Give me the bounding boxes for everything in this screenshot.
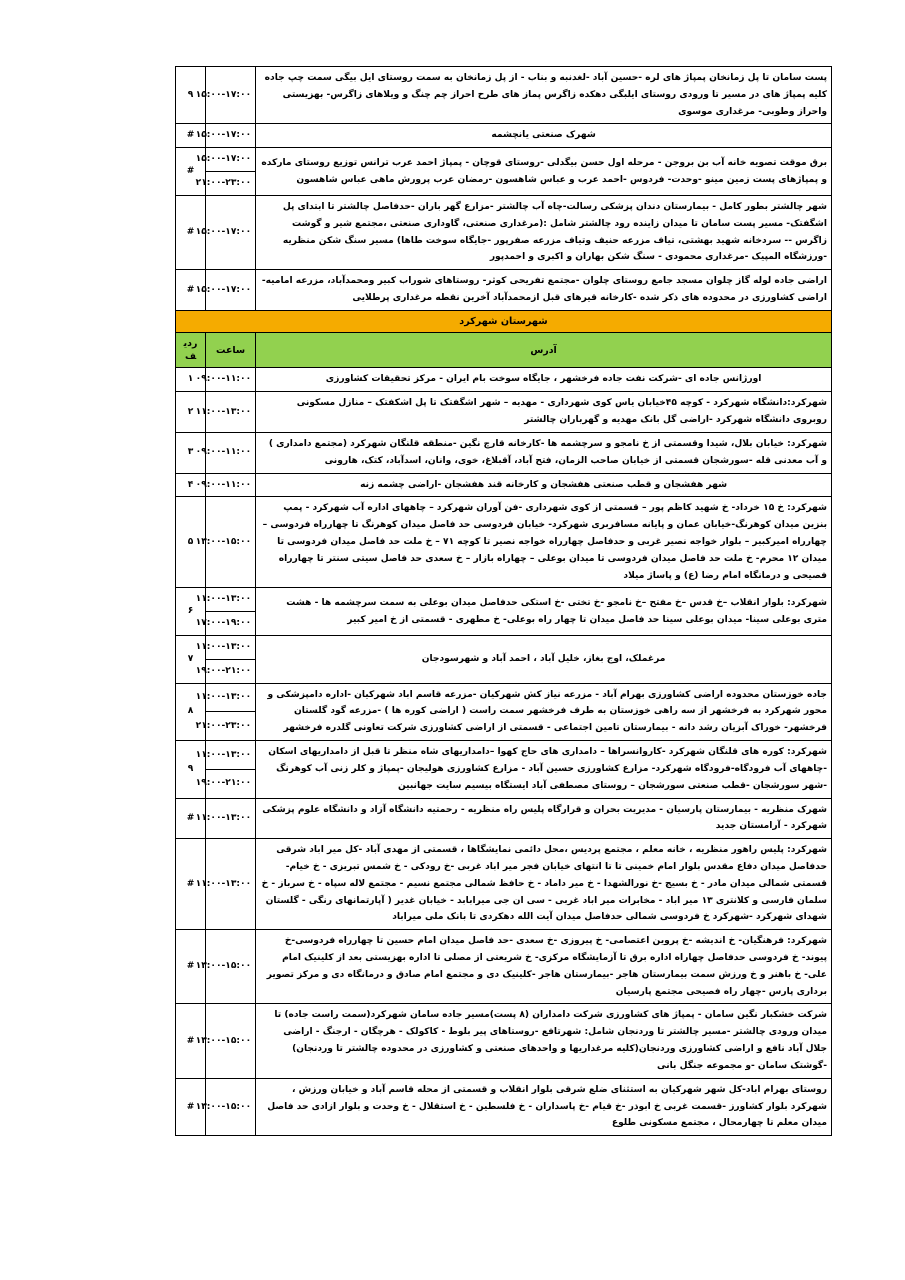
time-cell: ۱۱:۰۰-۱۳:۰۰ [206,741,256,770]
row-number-cell: # [176,270,206,311]
time-cell: ۱۳:۰۰-۱۵:۰۰ [206,1004,256,1078]
time-cell: ۱۳:۰۰-۱۵:۰۰ [206,1078,256,1135]
table-row [176,741,832,770]
address-cell: شهرکرد: فرهنگیان- خ اندیشه -خ پروین اعتصامی- خ پیروزی -خ سعدی -حد فاصل میدان امام حسین تا چهارراه فردوسی-خ پیوند- خ فردوسی حدفاصل چهاراه اداره برق تا آزمایشگاه مرکزی- خ شریعتی از مصلی تا اداره بهزیستی بعد از کلینیک امام علی- خ باهنر و خ ورزش سمت بیمارستان هاجر -بیمارستان هاجر -کلینیک دی و مجتمع امام صادق و درمانگاه دی و مرکز تصویر برداری پارس -چهار راه فصیحی مجتمع پارسیان [256,930,832,1004]
outage-schedule-table [175,66,832,1136]
address-cell: شهر هفشجان و قطب صنعتی هفشجان و کارخانه قند هفشجان -اراضی چشمه زنه [256,473,832,497]
row-number-cell: # [176,839,206,930]
address-cell: شهرکرد: بلوار انقلاب –خ قدس –خ مفتح –خ نامجو -خ تختی -خ استکی حدفاصل میدان بوعلی به سمت سرچشمه ها - هشت متری بوعلی سینا- میدان بوعلی سینا حد فاصل میدان تا چهار راه بوعلی- خ مطهری - قسمتی از خ امیر کبیر [256,588,832,636]
table-row [176,67,832,124]
address-cell: شهرکرد: خیابان بلال، شیدا وقسمتی از خ نامجو و سرچشمه ها -کارخانه قارچ نگین -منطقه قلنگان شهرکرد (مجتمع دامداری ) و آب معدنی قله -سورشجان قسمتی از خیابان صاحب الزمان، فتح آباد، آقبلاغ، خوی، وانان، اسدآباد، کتک، هارونی [256,432,832,473]
table-row [176,148,832,172]
table-body [176,67,832,1136]
time-slot: ۱۵:۰۰-۱۷:۰۰ [195,130,252,141]
time-cell [195,124,256,148]
row-number-cell: ۴ [176,473,206,497]
address-cell: شهرکرد:دانشگاه شهرکرد - کوچه ۴۵خیابان یاس کوی شهرداری - مهدیه – شهر اشگفتک تا پل اشکفتک – منازل مسکونی روبروی دانشگاه شهرکرد -اراضی گل بانک مهدیه و گهرباران چالشتر [256,392,832,433]
time-cell: ۰۹:۰۰-۱۱:۰۰ [206,368,256,392]
table-row [176,473,832,497]
address-cell: برق موقت تصویه خانه آب بن بروجن - مرحله اول حسن بیگدلی -روستای قوچان - پمپاژ احمد عرب ترانس توزیع روستای مارکده و پمپاژهای پست زمین مینو -وحدت- فردوس -احمد عرب و عباس شاهسون -رمضان عرب پرورش ماهی عباس شاهسون [256,148,832,196]
table-row [176,588,832,612]
table-row [176,798,832,839]
row-number-cell: # [176,124,206,148]
time-cell: ۱۹:۰۰-۲۱:۰۰ [206,769,256,798]
time-slot: ۱۵:۰۰-۱۷:۰۰ [195,89,252,100]
time-cell: ۲۱:۰۰-۲۳:۰۰ [206,712,256,741]
address-cell: شرکت خشکبار نگین سامان - پمپاژ های کشاورزی شرکت دامداران (۸ پست)مسیر جاده سامان شهرکرد(سمت راست جاده) تا میدان ورودی چالشتر -مسیر چالشتر تا وردنجان شامل: شهرتافع -روستاهای پیر بلوط - کاکولک - هرچگان - ارجنگ - اراضی جلال آباد نافع و اراضی کشاورزی وردنجان(کلیه مرغداریها و واحدهای صنعتی و کشاورزی در محدوده چالشتر تا وردنجان) -گوشتک سامان -و مجموعه جنگل بانی [256,1004,832,1078]
time-cell: ۱۵:۰۰-۱۷:۰۰ [206,148,256,172]
time-cell: ۱۷:۰۰-۱۹:۰۰ [206,612,256,636]
address-cell: شهرکرد: خ ۱۵ خرداد- خ شهید کاظم پور – قسمتی از کوی شهرداری -فن آوران شهرکرد – چاههای اداره آب شهرکرد - پمپ بنزین میدان کوهرنگ-خیابان عمان و پایانه مسافربری شهرکرد- خیابان فردوسی حد فاصل میدان کوهرنگ تا چهارراه فردوسی – چهارراه امیرکبیر – بلوار خواجه نصیر غربی و حدفاصل چهارراه خواجه نصیر تا کوچه ۷۱ – خ ملت حد فاصل میدان فردوسی تا میدان ۱۲ محرم- خ ملت حد فاصل میدان فردوسی تا میدان بوعلی – چهاراه بازار – خ سعدی حد فاصل سیتی سنتر تا چهارراه فصیحی و درمانگاه امام رضا (ع) و پاساژ میلاد [256,497,832,588]
address-cell: شهرکرد: پلیس راهور منظریه ، خانه معلم ، مجتمع پردیس ،محل دائمی نمایشگاها ، قسمتی از مهدی آباد -کل میر اباد شرقی حدفاصل میدان دفاع مقدس بلوار امام خمینی تا تا انتهای خیابان فجر میر اباد غربی -خ رودکی - خ شمس تبریزی - خ خیام- قسمتی شمالی میدان مادر - خ بسیج -خ نورالشهدا - خ میر داماد - خ حافظ شمالی مجتمع نسیم - مجتمع لاله سپاه - خ سرباز - خ سلمان فارسی و کلانتری ۱۳ میر اباد - مخابرات میر اباد غربی - سی ان جی میرابابد - خیابان غدیر ( آپارتمانهای رنگی - گلستان شهدای شهرکرد -شهرکرد خ فردوسی شمالی حدفاصل میدان آیت الله دهکردی تا بانک ملی میراباد [256,839,832,930]
row-number-cell: # [176,798,206,839]
address-cell: مرغملک، اوج بغاز، خلیل آباد ، احمد آباد و شهرسودجان [256,636,832,684]
address-cell: جاده خوزستان محدوده اراضی کشاورزی بهرام آباد - مزرعه نیاز کش شهرکیان -مزرعه قاسم اباد شهرکیان -اداره دامپزشکی و محور شهرکرد به فرخشهر از سه راهی خوزستان به طرف فرخشهر سمت راست ( اراضی کوره ها ) -مزرعه گود گلستان فرخشهر- خوراک آبزیان رشد دانه - بیمارستان تامین اجتماعی - قسمتی از اراضی کشاورزی شرکت تعاونی گلدره فرخشهر [256,683,832,740]
time-cell: ۰۹:۰۰-۱۱:۰۰ [206,473,256,497]
table-row [176,124,832,148]
time-cell: ۱۱:۰۰-۱۳:۰۰ [206,588,256,612]
time-cell: ۲۱:۰۰-۲۳:۰۰ [206,172,256,196]
row-number-cell: ۱ [176,368,206,392]
table-row [176,930,832,1004]
row-number-cell: # [176,930,206,1004]
row-number-cell: ۹ [176,67,206,124]
row-number-cell: ۸ [176,683,206,740]
time-cell: ۱۳:۰۰-۱۵:۰۰ [206,930,256,1004]
time-cell: ۰۹:۰۰-۱۱:۰۰ [206,432,256,473]
row-number-cell: # [176,1078,206,1135]
time-cell: ۱۵:۰۰-۱۷:۰۰ [206,195,256,269]
time-cell: ۱۹:۰۰-۲۱:۰۰ [206,659,256,683]
time-cell: ۱۱:۰۰-۱۳:۰۰ [206,683,256,712]
row-number-cell: # [176,195,206,269]
table-row [176,683,832,712]
row-number-cell: ۶ [176,588,206,636]
table-row [176,636,832,660]
row-number-cell: ۵ [176,497,206,588]
address-cell: اورژانس جاده ای -شرکت نفت جاده فرخشهر ، جایگاه سوخت بام ایران - مرکز تحقیقات کشاورزی [256,368,832,392]
address-cell: شهرکرد: کوره های قلنگان شهرکرد -کاروانسراها – دامداری های حاج کهوا –دامداریهای شاه منظر تا قبل از دامداریهای اسکان -چاههای آب فرودگاه-فرودگاه شهرکرد- مزارع کشاورزی حسین آباد - مزارع کشاورزی هولیجان -پمپاژ و کلر زنی آب کوهرنگ -شهر سورشجان -قطب صنعتی سورشجان – روستای مصطفی آباد ایستگاه بیسیم سایت جهانبین [256,741,832,798]
table-row [176,839,832,930]
table-row [176,1078,832,1135]
table-row [176,195,832,269]
time-cell: ۱۱:۰۰-۱۳:۰۰ [206,636,256,660]
time-cell: ۱۳:۰۰-۱۵:۰۰ [206,497,256,588]
table-row [176,270,832,311]
address-cell: شهرک صنعتی یانچشمه [256,124,832,148]
section-title: شهرستان شهرکرد [176,310,832,332]
address-cell: پست سامان تا پل زمانخان پمپاژ های لره -حسین آباد -لغدنبه و بناب - از پل زمانخان به سمت روستای ایل بیگی سمت چپ جاده کلیه پمپاژ های در مسیر تا ورودی روستای ایلبگی دهکده زاگرس پماز های طرح احراز چم چنگ و ویلاهای زاگرس- بهزیستی واحراز وطوبی- مرغداری موسوی [256,67,832,124]
section-band-row [176,310,832,332]
row-number-cell: ۷ [176,636,206,684]
row-number-cell: ۳ [176,432,206,473]
row-number-cell: # [176,1004,206,1078]
time-cell [195,67,256,124]
column-header-address: آدرس [256,333,832,368]
address-cell: اراضی جاده لوله گاز چلوان مسجد جامع روستای چلوان -مجتمع تفریحی کوثر- روستاهای شوراب کبیر ومحمدآباد، مزرعه امامیه- اراضی کشاورزی در محدوده های ذکر شده -کارخانه قیرهای قبل ازمحمدآباد آخرین نقطه مرغداری پرطلایی [256,270,832,311]
row-number-cell: ۹ [176,741,206,798]
table-row [176,432,832,473]
schedule-sheet [175,66,832,1136]
table-row [176,1004,832,1078]
column-header-row-number: ردیف [176,333,206,368]
table-row [176,497,832,588]
address-cell: شهرک منظریه - بیمارستان پارسیان - مدیریت بحران و قرارگاه پلیس راه منظریه - رحمتیه دانشگاه آزاد و دانشگاه علوم پزشکی شهرکرد - آرامستان جدید [256,798,832,839]
time-cell: ۱۱:۰۰-۱۳:۰۰ [206,392,256,433]
time-cell: ۱۵:۰۰-۱۷:۰۰ [206,270,256,311]
column-header-row [176,333,832,368]
row-number-cell: # [176,148,206,196]
address-cell: روستای بهرام اباد-کل شهر شهرکیان به استثنای ضلع شرقی بلوار انقلاب و قسمتی از محله قاسم آباد و خیابان ورزش ، شهرکرد بلوار کشاورز -قسمت غربی خ ابوذر -خ قیام -خ پاسداران - خ فلسطین - خ استقلال - خ وحدت و بلوار ازادی حد فاصل میدان معلم تا چهارمحال ، مجتمع مسکونی طلوع [256,1078,832,1135]
time-cell: ۱۱:۰۰-۱۳:۰۰ [206,798,256,839]
table-row [176,368,832,392]
row-number-cell: ۲ [176,392,206,433]
table-row [176,392,832,433]
address-cell: شهر چالشتر بطور کامل - بیمارستان دندان پزشکی رسالت-چاه آب چالشتر -مزارع گهر باران -حدفاصل چالشتر تا ابتدای پل اشگفتک- مسیر پست سامان تا میدان زاینده رود چالشتر شامل :(مرغداری صنعتی، گاوداری صنعتی ،مجتمع شیر و گوشت زاگرس -- سردخانه شهید بهشتی، تیاف مزرعه حنیف وتیاف مزرعه صفرپور -جایگاه سوخت طاها) مسیر سنگ شکن منظریه -ورزشگاه المپیک -مرغداری محمودی - سنگ شکن بهاران و اکبری و احمدپور [256,195,832,269]
time-cell: ۱۱:۰۰-۱۳:۰۰ [206,839,256,930]
column-header-time: ساعت [206,333,256,368]
